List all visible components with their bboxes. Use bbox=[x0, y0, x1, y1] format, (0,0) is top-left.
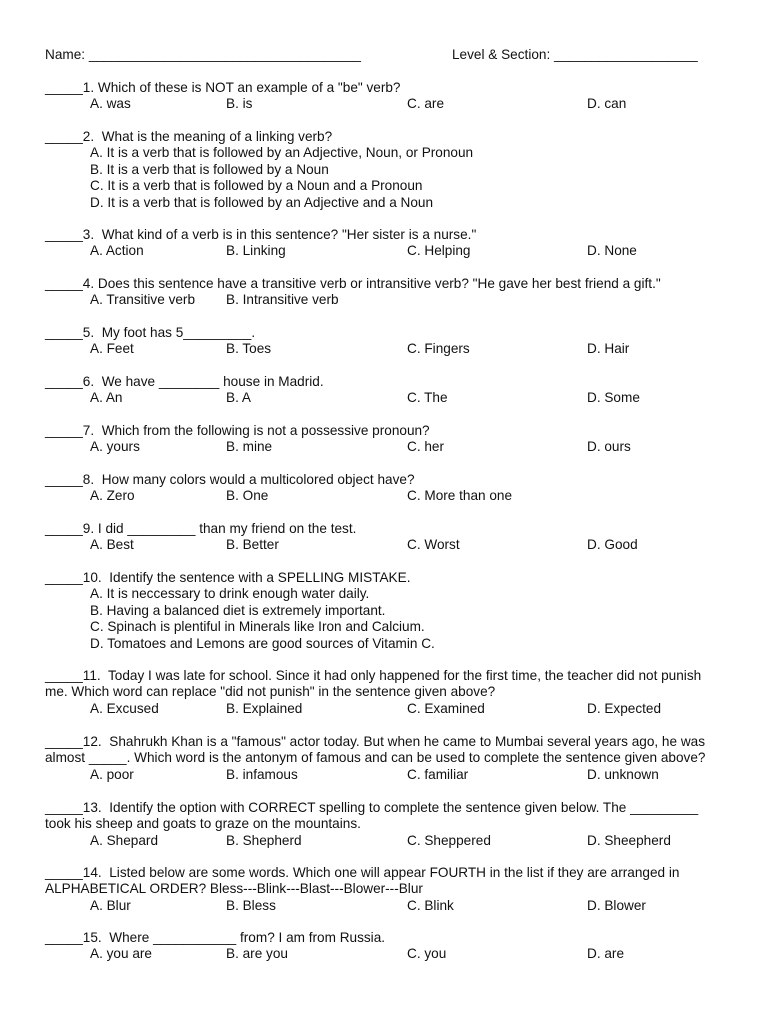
question-text: _____7. Which from the following is not a possessive pronoun? bbox=[45, 423, 430, 438]
answer-option: D. Blower bbox=[587, 898, 646, 913]
answer-option: A. you are bbox=[90, 946, 152, 961]
answer-option: A. It is neccessary to drink enough water daily. bbox=[90, 586, 370, 601]
question-text: _____6. We have ________ house in Madrid. bbox=[45, 374, 324, 389]
answer-option: C. her bbox=[407, 439, 445, 454]
question-text: _____13. Identify the option with CORRECT spelling to complete the sentence given below. The _________ bbox=[45, 800, 699, 815]
answer-option: B. Toes bbox=[226, 341, 272, 356]
answer-option: A. Excused bbox=[90, 701, 159, 716]
answer-option: D. It is a verb that is followed by an Adjective and a Noun bbox=[90, 195, 434, 210]
answer-option: D. None bbox=[587, 243, 637, 258]
answer-option: D. Expected bbox=[587, 701, 662, 716]
answer-option: B. A bbox=[226, 390, 251, 405]
answer-option: D. unknown bbox=[587, 767, 659, 782]
question-text: _____15. Where ___________ from? I am from Russia. bbox=[45, 930, 386, 945]
answer-option: C. Sheppered bbox=[407, 833, 491, 848]
question-text-continued: almost _____. Which word is the antonym of famous and can be used to complete the sentence given above? bbox=[45, 750, 706, 765]
answer-option: B. Linking bbox=[226, 243, 286, 258]
question-text: _____10. Identify the sentence with a SPELLING MISTAKE. bbox=[45, 570, 411, 585]
answer-option: A. Best bbox=[90, 537, 134, 552]
question-text: _____4. Does this sentence have a transitive verb or intransitive verb? "He gave her best friend a gift." bbox=[45, 276, 661, 291]
answer-option: A. Action bbox=[90, 243, 144, 258]
question-text: _____3. What kind of a verb is in this sentence? "Her sister is a nurse." bbox=[45, 227, 477, 242]
answer-option: C. It is a verb that is followed by a Noun and a Pronoun bbox=[90, 178, 423, 193]
question-text: _____5. My foot has 5_________. bbox=[45, 325, 256, 340]
answer-option: A. was bbox=[90, 96, 131, 111]
answer-option: C. are bbox=[407, 96, 445, 111]
answer-option: A. poor bbox=[90, 767, 134, 782]
answer-option: D. Hair bbox=[587, 341, 630, 356]
answer-option: C. Spinach is plentiful in Minerals like Iron and Calcium. bbox=[90, 619, 425, 634]
question-text: _____9. I did _________ than my friend on the test. bbox=[45, 521, 357, 536]
answer-option: B. is bbox=[226, 96, 253, 111]
question-text: _____1. Which of these is NOT an example of a "be" verb? bbox=[45, 80, 401, 95]
answer-option: D. Tomatoes and Lemons are good sources of Vitamin C. bbox=[90, 636, 435, 651]
answer-option: C. Helping bbox=[407, 243, 471, 258]
answer-option: B. Bless bbox=[226, 898, 276, 913]
answer-option: C. Worst bbox=[407, 537, 460, 552]
question-text-continued: took his sheep and goats to graze on the mountains. bbox=[45, 816, 361, 831]
answer-option: D. Sheepherd bbox=[587, 833, 671, 848]
answer-option: D. Good bbox=[587, 537, 638, 552]
answer-option: B. mine bbox=[226, 439, 273, 454]
answer-option: B. It is a verb that is followed by a Noun bbox=[90, 162, 329, 177]
answer-option: A. yours bbox=[90, 439, 140, 454]
answer-option: B. Intransitive verb bbox=[226, 292, 339, 307]
answer-option: B. Explained bbox=[226, 701, 303, 716]
answer-option: C. Blink bbox=[407, 898, 454, 913]
answer-option: D. Some bbox=[587, 390, 640, 405]
answer-option: C. More than one bbox=[407, 488, 513, 503]
answer-option: C. Examined bbox=[407, 701, 485, 716]
answer-option: B. Better bbox=[226, 537, 279, 552]
answer-option: A. It is a verb that is followed by an Adjective, Noun, or Pronoun bbox=[90, 145, 474, 160]
question-text: _____2. What is the meaning of a linking verb? bbox=[45, 129, 333, 144]
answer-option: B. infamous bbox=[226, 767, 298, 782]
level-section-field-label: Level & Section: ___________________ bbox=[452, 47, 698, 62]
question-text-continued: ALPHABETICAL ORDER? Bless---Blink---Blast---Blower---Blur bbox=[45, 881, 423, 896]
question-text: _____14. Listed below are some words. Which one will appear FOURTH in the list if they are arranged in bbox=[45, 865, 680, 880]
answer-option: B. are you bbox=[226, 946, 288, 961]
answer-option: A. Feet bbox=[90, 341, 134, 356]
answer-option: C. familiar bbox=[407, 767, 469, 782]
name-field-label: Name: ____________________________________ bbox=[45, 47, 361, 62]
answer-option: B. Having a balanced diet is extremely important. bbox=[90, 603, 386, 618]
question-text: _____11. Today I was late for school. Since it had only happened for the first time, the teacher did not punish bbox=[45, 668, 702, 683]
question-text: _____12. Shahrukh Khan is a "famous" actor today. But when he came to Mumbai several years ago, he was bbox=[45, 734, 706, 749]
answer-option: D. can bbox=[587, 96, 627, 111]
answer-option: C. The bbox=[407, 390, 448, 405]
answer-option: B. One bbox=[226, 488, 269, 503]
answer-option: D. ours bbox=[587, 439, 631, 454]
question-text: _____8. How many colors would a multicolored object have? bbox=[45, 472, 415, 487]
answer-option: A. Zero bbox=[90, 488, 135, 503]
answer-option: C. Fingers bbox=[407, 341, 470, 356]
answer-option: A. An bbox=[90, 390, 123, 405]
answer-option: A. Blur bbox=[90, 898, 131, 913]
answer-option: C. you bbox=[407, 946, 447, 961]
answer-option: D. are bbox=[587, 946, 625, 961]
question-text-continued: me. Which word can replace "did not punish" in the sentence given above? bbox=[45, 684, 496, 699]
answer-option: B. Shepherd bbox=[226, 833, 302, 848]
answer-option: A. Shepard bbox=[90, 833, 159, 848]
answer-option: A. Transitive verb bbox=[90, 292, 196, 307]
